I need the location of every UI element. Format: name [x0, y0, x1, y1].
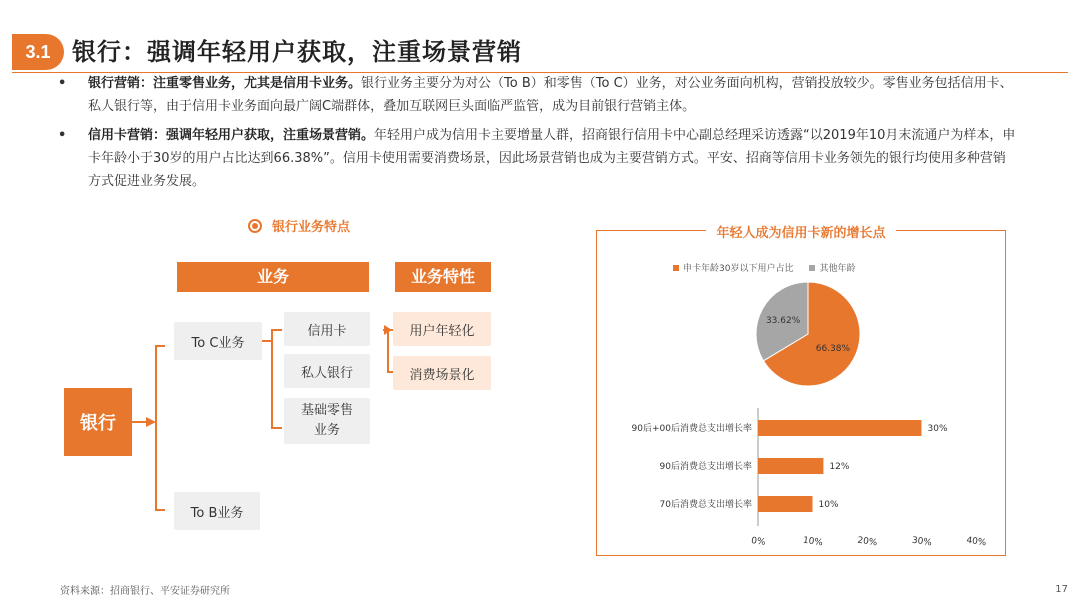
- source-note: 资料来源：招商银行、平安证券研究所: [60, 586, 230, 597]
- legend-item-young: 申卡年龄30岁以下用户占比: [673, 261, 793, 274]
- toc-node: To C业务: [174, 322, 262, 360]
- panel-title: 年轻人成为信用卡新的增长点: [597, 222, 1005, 241]
- pie-label-0: 66.38%: [815, 344, 851, 355]
- pie-label-1: 33.62%: [765, 315, 801, 326]
- x-tick-label-3: 30%: [911, 535, 933, 549]
- diagram-subtitle-text: 银行业务特点: [272, 220, 351, 235]
- section-badge: 3.1: [12, 34, 64, 70]
- bar-category-label-0: 90后+00后消费总支出增长率: [631, 424, 752, 434]
- growth-panel: [596, 226, 1006, 556]
- bar-data-label-1: 12%: [829, 462, 850, 472]
- private-bank-node: 私人银行: [284, 354, 370, 388]
- bullet-heading: 信用卡营销：强调年轻用户获取，注重场景营销。: [88, 128, 375, 143]
- x-tick-label-2: 20%: [856, 535, 878, 549]
- features-header: 业务特性: [395, 262, 491, 292]
- bank-root-node: 银行: [64, 388, 132, 456]
- bar-category-label-1: 90后消费总支出增长率: [659, 462, 752, 472]
- charts-svg: [596, 230, 1006, 556]
- bullet-heading: 银行营销：注重零售业务，尤其是信用卡业务。: [88, 76, 362, 91]
- bullet-text: 年轻用户成为信用卡主要增量人群，招商银行信用卡中心副总经理采访透露“以2019年10月末流通户为样本，申卡年龄小于30岁的用户占比达到66.38%”。信用卡使用需要消费场景，因此场景营销也成为主要营销方式。平安、招商等信用卡业务领先的银行均使用多种营销方式促进业务发展。: [88, 128, 1016, 189]
- bar-category-label-2: 70后消费总支出增长率: [659, 500, 752, 510]
- bar-0: [758, 420, 922, 436]
- feature-scene-node: 消费场景化: [393, 356, 491, 390]
- x-tick-label-4: 40%: [965, 535, 987, 549]
- tob-node: To B业务: [174, 492, 260, 530]
- bar-1: [758, 458, 823, 474]
- page-number: 17: [1055, 584, 1068, 595]
- bar-data-label-0: 30%: [927, 424, 948, 434]
- x-tick-label-0: 0%: [750, 536, 767, 548]
- basic-retail-node: 基础零售业务: [284, 398, 370, 444]
- bullet-dot: •: [58, 76, 67, 91]
- bar-data-label-2: 10%: [818, 500, 839, 510]
- page-title: 银行：强调年轻用户获取，注重场景营销: [72, 38, 522, 66]
- feature-young-node: 用户年轻化: [393, 312, 491, 346]
- bullet-text: 银行业务主要分为对公（To B）和零售（To C）业务，对公业务面向机构，营销投放较少。零售业务包括信用卡、私人银行等，由于信用卡业务面向最广阔C端群体，叠加互联网巨头面临严监管，成为目前银行营销主体。: [88, 76, 1013, 114]
- bar-2: [758, 496, 813, 512]
- bullet-dot: •: [58, 128, 67, 143]
- x-tick-label-1: 10%: [802, 535, 824, 549]
- legend-item-other: 其他年龄: [809, 261, 855, 274]
- credit-card-node: 信用卡: [284, 312, 370, 346]
- business-header: 业务: [177, 262, 369, 292]
